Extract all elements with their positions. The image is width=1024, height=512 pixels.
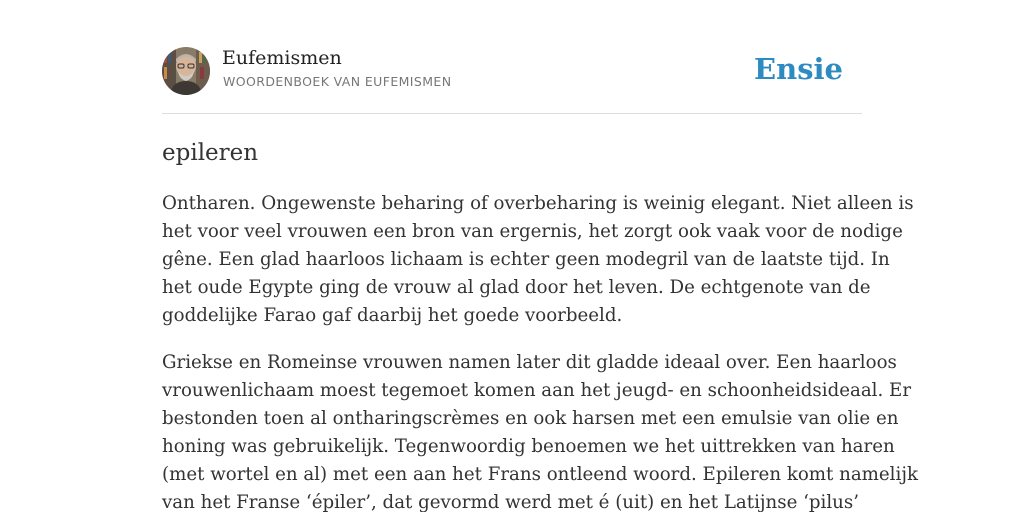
author-avatar[interactable]: [162, 47, 210, 95]
text-line: het voor veel vrouwen een bron van ergernis, het zorgt ook vaak voor de nodige: [162, 221, 903, 242]
header-divider: [162, 113, 862, 114]
entry-body: [162, 190, 918, 512]
text-line: bestonden toen al ontharingscrèmes en ook harsen met een emulsie van olie en: [162, 408, 899, 429]
entry-paragraph: [162, 190, 914, 330]
text-line: gêne. Een glad haarloos lichaam is echter geen modegril van de laatste tijd. In: [162, 249, 890, 270]
text-line: Griekse en Romeinse vrouwen namen later dit gladde ideaal over. Een haarloos: [162, 352, 897, 373]
text-line: honing was gebruikelijk. Tegenwoordig benoemen we het uittrekken van haren: [162, 436, 895, 457]
text-line: vrouwenlichaam moest tegemoet komen aan het jeugd- en schoonheidsideaal. Er: [162, 380, 912, 401]
text-line: van het Franse ‘épiler’, dat gevormd werd met é (uit) en het Latijnse ‘pilus’: [162, 492, 860, 512]
text-line: Ontharen. Ongewenste beharing of overbeharing is weinig elegant. Niet alleen is: [162, 193, 914, 214]
dictionary-subtitle[interactable]: WOORDENBOEK VAN EUFEMISMEN: [223, 74, 452, 89]
dictionary-header: [162, 46, 862, 96]
entry-title: epileren: [162, 140, 259, 166]
text-line: goddelijke Farao gaf daarbij het goede voorbeeld.: [162, 305, 623, 326]
entry-paragraph: [162, 349, 918, 512]
brand-logo[interactable]: Ensie: [754, 52, 843, 86]
dictionary-title[interactable]: Eufemismen: [222, 47, 342, 69]
text-line: het oude Egypte ging de vrouw al glad door het leven. De echtgenote van de: [162, 277, 871, 298]
text-line: (met wortel en al) met een aan het Frans ontleend woord. Epileren komt namelijk: [162, 464, 918, 485]
author-portrait-icon: [162, 47, 210, 95]
